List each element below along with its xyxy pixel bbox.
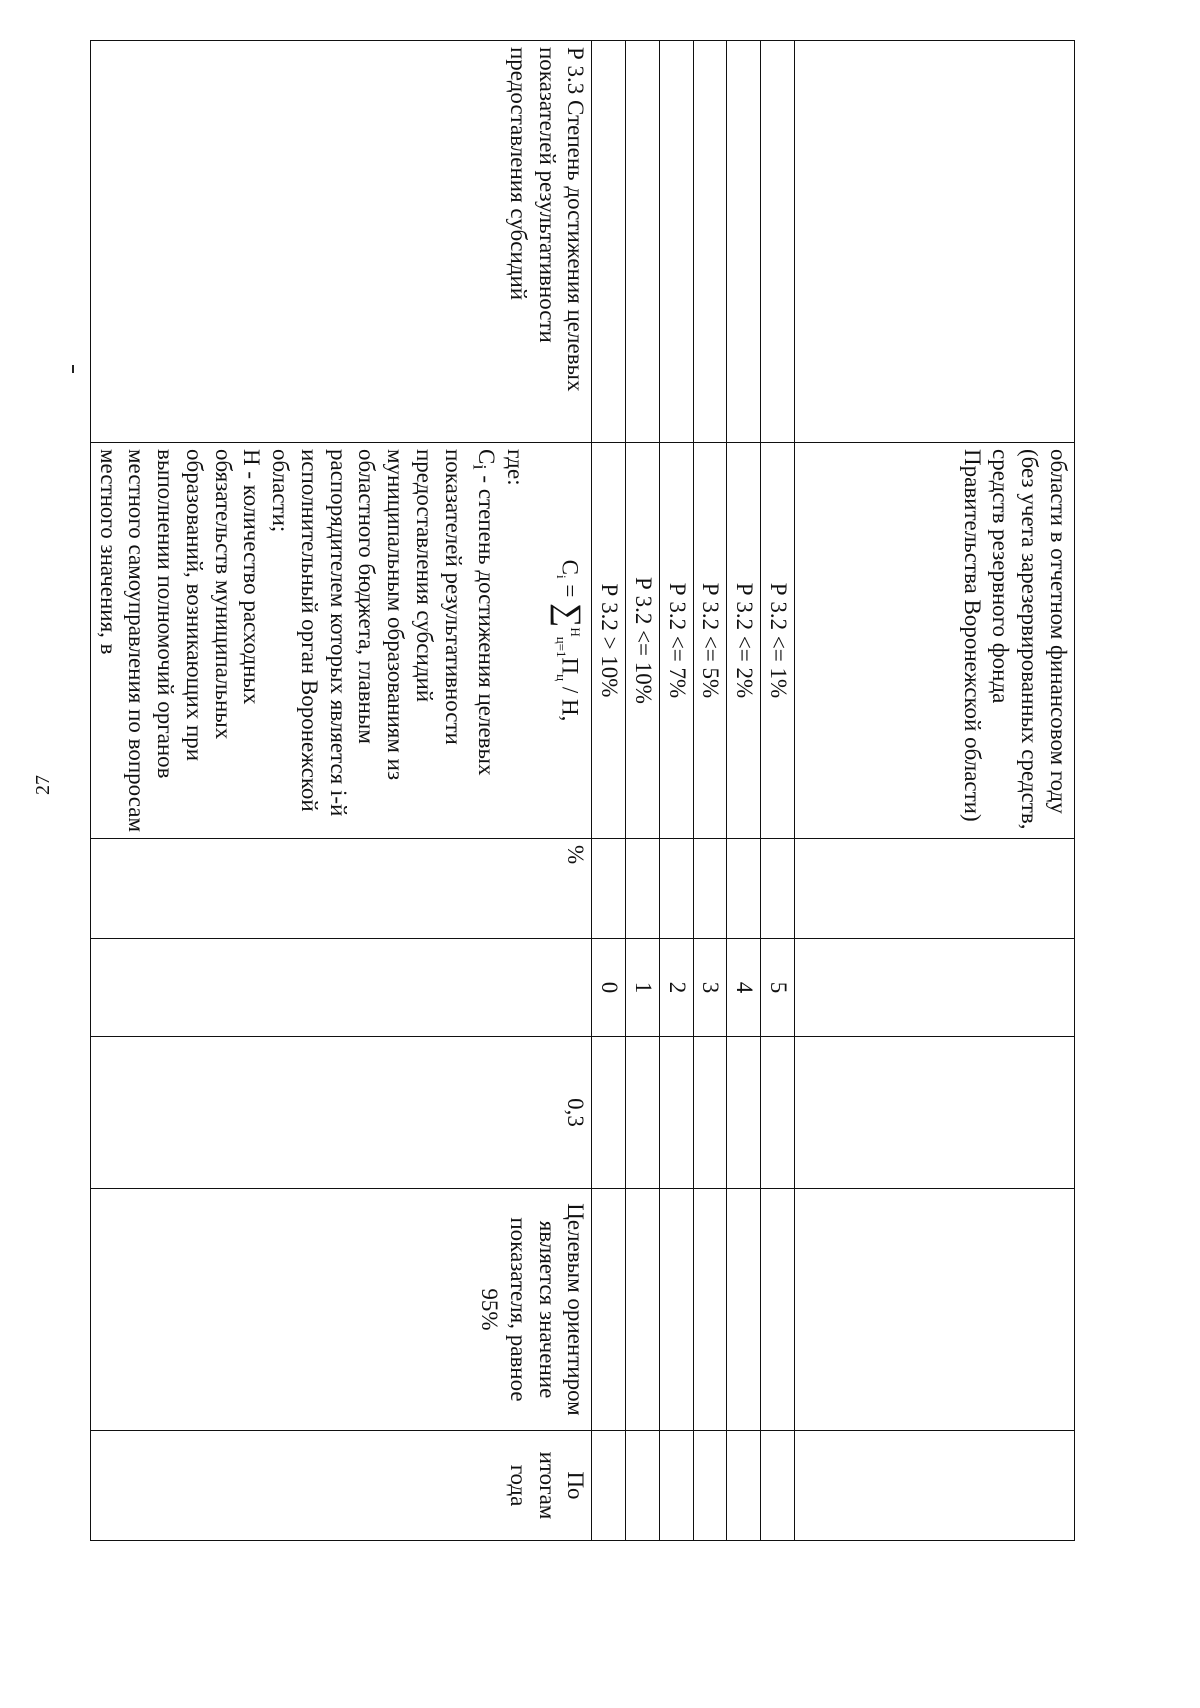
formula-cell [90, 443, 592, 839]
indicator-name: Р 3.3 Степень достижения целевых показателей результативности предоставления субсидий [90, 41, 592, 443]
threshold-score: 3 [693, 939, 727, 1037]
table-row [693, 41, 727, 1541]
threshold-score: 5 [761, 939, 795, 1037]
period-cell: По итогам года [90, 1431, 592, 1541]
criteria-table [90, 40, 1075, 1541]
threshold-condition: Р 3.2 <= 10% [626, 443, 660, 839]
scan-mark [72, 365, 74, 373]
definition-c: $C_i$ - степень достижения целевых показателей результативности предоставления субсидий муниципальным образованиям из областного бюджета, главным распорядителем которых является i-й исполнительный орган Воронежской области; [268, 449, 500, 817]
table-row [90, 41, 592, 1541]
threshold-score: 4 [727, 939, 761, 1037]
threshold-condition: Р 3.2 > 10% [592, 443, 626, 839]
table-row [761, 41, 795, 1541]
threshold-score: 1 [626, 939, 660, 1037]
where-label: где: [503, 449, 528, 486]
formula-continued-cell: области в отчетном финансовом году (без учета зарезервированных средств, средств резервного фонда Правительства Воронежской области) [795, 443, 1075, 839]
target-cell: Целевым ориентиром является значение показателя, равное 95% [90, 1189, 592, 1431]
threshold-condition: Р 3.2 <= 5% [693, 443, 727, 839]
threshold-condition: Р 3.2 <= 7% [660, 443, 694, 839]
sum-icon: ∑ [550, 603, 588, 628]
threshold-condition: Р 3.2 <= 1% [761, 443, 795, 839]
threshold-condition: Р 3.2 <= 2% [727, 443, 761, 839]
weight-cell: 0,3 [90, 1037, 592, 1189]
table-row [592, 41, 626, 1541]
page-number: 27 [32, 775, 54, 795]
rotated-page-content [95, 40, 1075, 1540]
threshold-score: 2 [660, 939, 694, 1037]
formula: $C_i = \sum^Н_{ц=1}П_ц / Н$, [550, 559, 588, 722]
table-row [626, 41, 660, 1541]
threshold-score: 0 [592, 939, 626, 1037]
table-row [795, 41, 1075, 1541]
indicator-cell-empty [795, 41, 1075, 443]
table-row [660, 41, 694, 1541]
unit-cell: % [90, 839, 592, 939]
table-row [727, 41, 761, 1541]
definition-h: Н - количество расходных обязательств муниципальных образований, возникающих при выполнении полномочий органов местного самоуправления по вопросам местного значения, в [95, 449, 265, 832]
